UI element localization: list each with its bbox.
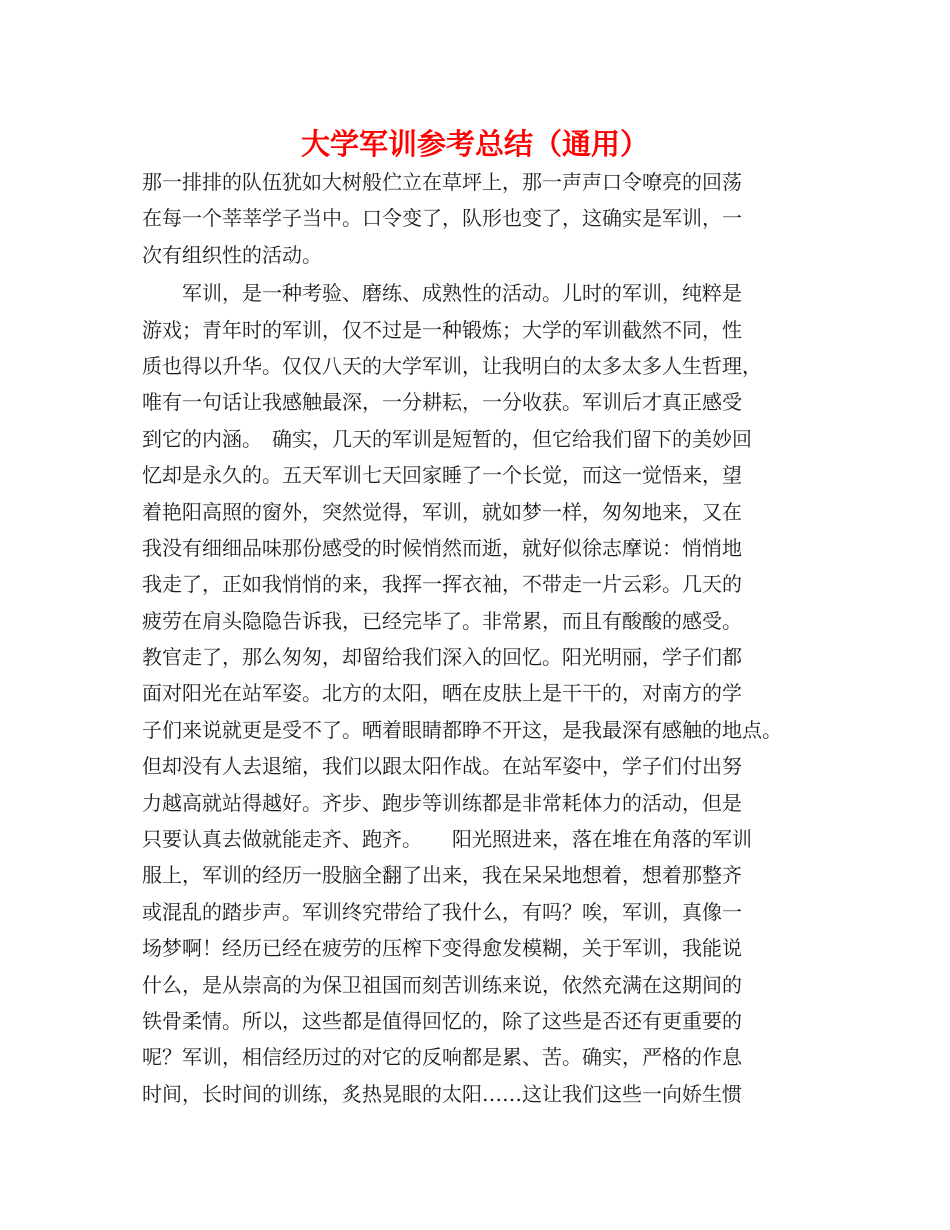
body-line: 场梦啊！经历已经在疲劳的压榨下变得愈发模糊，关于军训，我能说 [142,936,742,961]
body-line: 军训，是一种考验、磨练、成熟性的活动。儿时的军训，纯粹是 [142,281,742,306]
body-line: 疲劳在肩头隐隐告诉我，已经完毕了。非常累，而且有酸酸的感受。 [142,608,742,633]
body-line: 我没有细细品味那份感受的时候悄然而逝，就好似徐志摩说：悄悄地 [142,535,742,560]
body-line: 呢？军训，相信经历过的对它的反响都是累、苦。确实，严格的作息 [142,1045,742,1070]
body-line: 在每一个莘莘学子当中。口令变了，队形也变了，这确实是军训，一 [142,206,742,231]
body-line: 质也得以升华。仅仅八天的大学军训，让我明白的太多太多人生哲理， [142,353,762,378]
body-line: 但却没有人去退缩，我们以跟太阳作战。在站军姿中，学子们付出努 [142,754,742,779]
body-line: 那一排排的队伍犹如大树般伫立在草坪上，那一声声口令嘹亮的回荡 [142,170,742,194]
body-line: 面对阳光在站军姿。北方的太阳，晒在皮肤上是干干的，对南方的学 [142,681,742,706]
body-line: 服上，军训的经历一股脑全翻了出来，我在呆呆地想着，想着那整齐 [142,863,742,888]
body-line: 什么，是从崇高的为保卫祖国而刻苦训练来说，依然充满在这期间的 [142,972,742,997]
document-body [142,164,822,1112]
body-line: 着艳阳高照的窗外，突然觉得，军训，就如梦一样，匆匆地来，又在 [142,499,742,524]
body-line: 次有组织性的活动。 [142,242,322,267]
body-line: 到它的内涵。 确实，几天的军训是短暂的，但它给我们留下的美妙回 [142,426,752,451]
body-line: 或混乱的踏步声。军训终究带给了我什么，有吗？唉，军训，真像一 [142,899,742,924]
body-line: 时间，长时间的训练，炙热晃眼的太阳……这让我们这些一向娇生惯 [142,1081,742,1106]
body-line: 力越高就站得越好。齐步、跑步等训练都是非常耗体力的活动，但是 [142,790,742,815]
body-line: 忆却是永久的。五天军训七天回家睡了一个长觉，而这一觉悟来，望 [142,463,742,488]
body-line: 游戏；青年时的军训，仅不过是一种锻炼；大学的军训截然不同，性 [142,317,742,342]
body-line: 子们来说就更是受不了。晒着眼睛都睁不开这，是我最深有感触的地点。 [142,717,782,742]
body-line: 我走了，正如我悄悄的来，我挥一挥衣袖，不带走一片云彩。几天的 [142,572,742,597]
body-line: 只要认真去做就能走齐、跑齐。 阳光照进来，落在堆在角落的军训 [142,827,752,852]
document-title: 大学军训参考总结（通用） [300,127,649,161]
body-line: 铁骨柔情。所以，这些都是值得回忆的，除了这些是否还有更重要的 [142,1008,742,1033]
body-line: 唯有一句话让我感触最深，一分耕耘，一分收获。军训后才真正感受 [142,390,742,415]
body-line: 教官走了，那么匆匆，却留给我们深入的回忆。阳光明丽，学子们都 [142,645,742,670]
